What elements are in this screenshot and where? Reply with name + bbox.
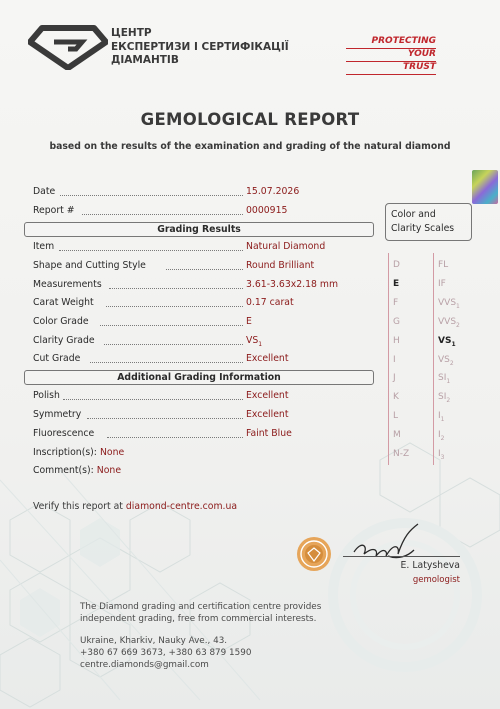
color-grade-10: N-Z bbox=[393, 449, 410, 459]
clarity-grade-2: $VVS_1$ bbox=[438, 297, 460, 310]
color-grade-4: H bbox=[393, 335, 400, 346]
color-grade-0: D bbox=[393, 260, 400, 270]
color-grade-5: I bbox=[393, 354, 396, 365]
clarity-grade-8: $I_1$ bbox=[438, 411, 445, 423]
clarity-grade-1: IF bbox=[438, 278, 446, 289]
clarity-grade-4: $VS_1$ bbox=[438, 335, 456, 348]
hologram-sticker bbox=[472, 170, 498, 204]
color-grade-6: J bbox=[393, 373, 396, 384]
field-report-number: Report # 0000915 bbox=[33, 205, 288, 216]
field-comments: Comment(s): None bbox=[33, 465, 122, 476]
verify-note: Verify this report at diamond-centre.com.ua bbox=[33, 501, 238, 512]
color-grade-1: E bbox=[393, 278, 400, 289]
report-subtitle: based on the results of the examination and grading of the natural diamond bbox=[49, 141, 451, 152]
color-clarity-scales-header: Color and Clarity Scales bbox=[385, 203, 472, 241]
report-number-value: 0000915 bbox=[246, 205, 288, 216]
color-grade-7: K bbox=[393, 392, 399, 403]
signature-line bbox=[343, 556, 460, 557]
clarity-grade-5: $VS_2$ bbox=[438, 354, 454, 367]
field-shape: Shape and Cutting Style Round Brilliant bbox=[33, 260, 315, 271]
footer-email[interactable]: centre.diamonds@gmail.com bbox=[80, 660, 209, 670]
color-grade-3: G bbox=[393, 316, 400, 327]
slogan: PROTECTING YOUR TRUST bbox=[346, 36, 436, 75]
clarity-grade-9: $I_2$ bbox=[438, 430, 445, 442]
clarity-grade-10: $I_3$ bbox=[438, 449, 445, 461]
signer-name: E. Latysheva bbox=[400, 560, 460, 571]
field-symmetry: Symmetry Excellent bbox=[33, 409, 289, 420]
field-inscriptions: Inscription(s): None bbox=[33, 447, 125, 458]
clarity-grade-0: FL bbox=[438, 260, 449, 270]
field-cut-grade: Cut Grade Excellent bbox=[33, 353, 289, 364]
color-grade-2: F bbox=[393, 297, 399, 308]
field-date: Date 15.07.2026 bbox=[33, 186, 300, 197]
section-additional-grading: Additional Grading Information bbox=[24, 370, 374, 385]
report-title: GEMOLOGICAL REPORT bbox=[140, 110, 360, 129]
field-item: Item Natural Diamond bbox=[33, 241, 326, 252]
date-value: 15.07.2026 bbox=[246, 186, 300, 197]
verify-link[interactable]: diamond-centre.com.ua bbox=[125, 501, 238, 512]
field-fluorescence: Fluorescence Faint Blue bbox=[33, 428, 292, 439]
signer-role: gemologist bbox=[412, 575, 460, 585]
organization-name: ЦЕНТР ЕКСПЕРТИЗИ І СЕРТИФІКАЦІЇ ДІАМАНТІВ bbox=[111, 27, 289, 66]
field-measurements: Measurements 3.61-3.63x2.18 mm bbox=[33, 279, 339, 290]
color-grade-8: L bbox=[393, 411, 399, 422]
gold-seal-icon bbox=[296, 536, 332, 572]
field-color-grade: Color Grade E bbox=[33, 316, 252, 327]
clarity-grade-7: $SI_2$ bbox=[438, 392, 451, 405]
color-grade-9: M bbox=[393, 430, 401, 441]
section-grading-results: Grading Results bbox=[24, 222, 374, 237]
field-clarity-grade: Clarity Grade $VS_1$ bbox=[33, 335, 263, 348]
clarity-grade-6: $SI_1$ bbox=[438, 373, 451, 386]
footer: The Diamond grading and certification centre provides independent grading, free from commercial interests. Ukraine, Kharkiv, Nauky Ave., 43. +380 67 669 3673, +380 63 879 1590 centre.diamonds@gmail.com bbox=[80, 602, 322, 670]
diamond-centre-logo bbox=[28, 22, 108, 70]
clarity-grade-3: $VVS_2$ bbox=[438, 316, 460, 329]
field-carat-weight: Carat Weight 0.17 carat bbox=[33, 297, 294, 308]
field-polish: Polish Excellent bbox=[33, 390, 289, 401]
